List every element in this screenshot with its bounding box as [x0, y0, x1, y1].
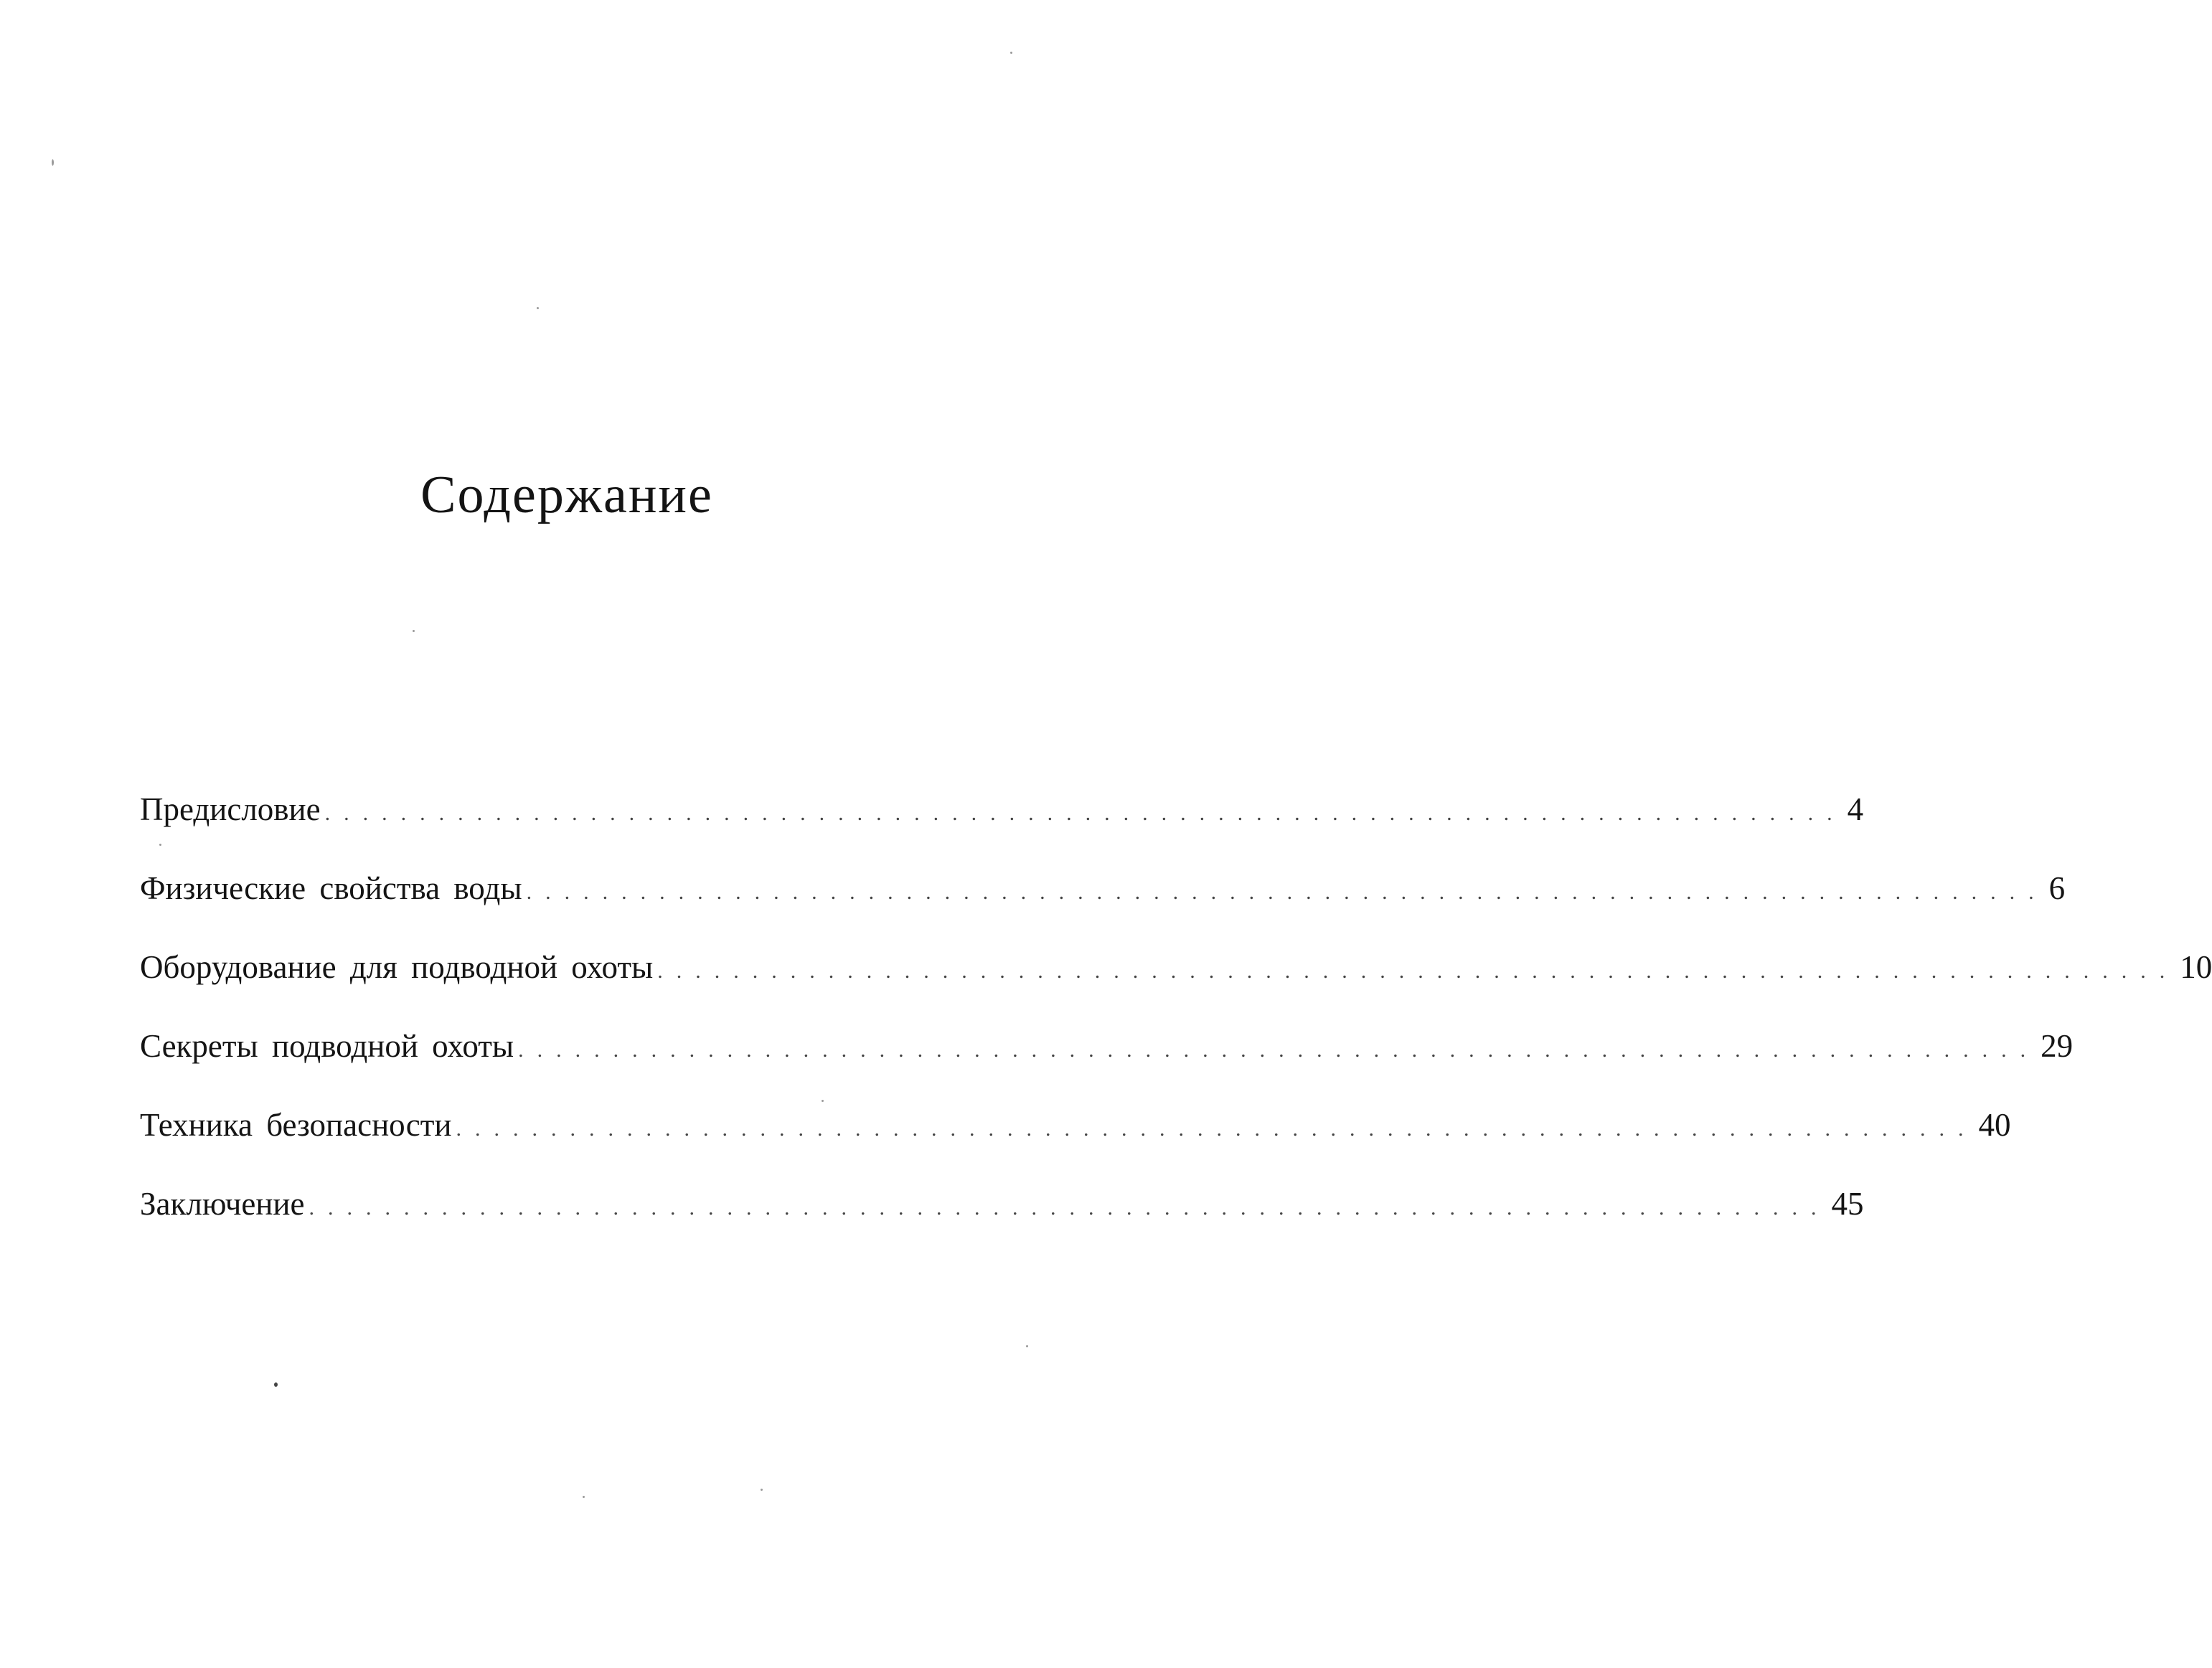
- toc-entry-title: Секреты подводной охоты: [140, 1028, 514, 1064]
- toc-entry: [140, 788, 1864, 867]
- page-title: Содержание: [420, 466, 713, 524]
- toc-entry-page: 45: [1831, 1186, 1864, 1222]
- toc-dot-leader: ................................................................................: [518, 1038, 2040, 1062]
- toc-entry-page: 6: [2048, 870, 2066, 906]
- scan-speck: [159, 844, 161, 846]
- scan-speck: [761, 1489, 763, 1491]
- toc-entry: [140, 1182, 1864, 1261]
- toc-dot-leader: ................................................................................: [309, 1196, 1830, 1220]
- toc-entry-title: Предисловие: [140, 791, 321, 827]
- toc-entry-page: 40: [1978, 1107, 2011, 1143]
- scan-speck: [52, 159, 54, 166]
- scan-speck: [583, 1496, 585, 1498]
- scan-speck: [1010, 52, 1012, 54]
- toc-entry-title: Техника безопасности: [140, 1107, 452, 1143]
- toc-entry-page: 10: [2180, 949, 2212, 985]
- toc-dot-leader: ................................................................................: [526, 880, 2048, 904]
- scan-speck: [413, 630, 415, 632]
- toc-entry-page: 4: [1847, 791, 1864, 827]
- scan-speck: [1026, 1345, 1028, 1347]
- toc-dot-leader: ................................................................................: [456, 1117, 1977, 1141]
- scan-speck: [822, 1100, 824, 1102]
- toc-entry-page: 29: [2041, 1028, 2074, 1064]
- toc-dot-leader: ................................................................................: [657, 959, 2179, 983]
- toc-entry: [140, 1024, 2074, 1103]
- scan-speck: [274, 1382, 278, 1387]
- scan-speck: [537, 307, 539, 309]
- table-of-contents: [140, 788, 2212, 1261]
- toc-entry: [140, 867, 2066, 946]
- toc-entry-title: Заключение: [140, 1186, 305, 1222]
- toc-entry: [140, 1103, 2011, 1182]
- toc-entry-title: Оборудование для подводной охоты: [140, 949, 654, 985]
- toc-entry-title: Физические свойства воды: [140, 870, 522, 906]
- toc-dot-leader: ................................................................................: [324, 801, 1846, 825]
- toc-entry: [140, 946, 2212, 1024]
